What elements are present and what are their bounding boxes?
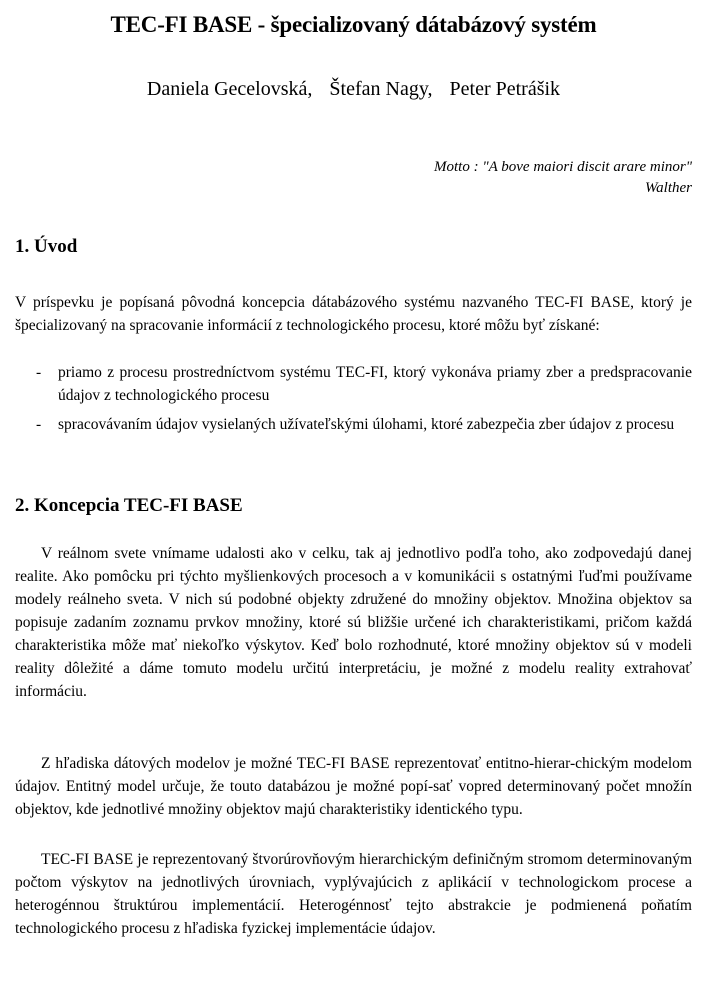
motto-attribution: Walther [645,180,692,196]
author-list [0,78,707,101]
author-3: Peter Petrášik [449,78,561,100]
body-paragraph: Z hľadiska dátových modelov je možné TEC-FI BASE reprezentovať entitno-hierar-chickým modelom údajov. Entitný model určuje, že touto databázou je možné popí-sať vopred determinovaný počet množín objektov, kde jednotlivé množiny objektov majú charakteristiky identického typu. [15,755,692,818]
list-item-text: spracovávaním údajov vysielaných užívateľskými úlohami, ktoré zabezpečia zber údajov z procesu [58,416,675,433]
body-paragraph: V reálnom svete vnímame udalosti ako v celku, tak aj jednotlivo podľa toho, ako zodpovedajú danej realite. Ako pomôcku pri týchto myšlienkových procesoch a v komunikácii s ostatnými ľuďmi používame modely reálneho sveta. V nich sú podobné objekty združené do množiny objektov. Množina objektov sa popisuje zadaním zoznamu prvkov množiny, ktoré sú bližšie určené ich charakteristikami, pričom každá charakteristika môže mať niekoľko výskytov. Keď bolo rozhodnuté, ktoré množiny objektov sú v modeli reality dôležité a dáme tomuto modelu určitú interpretáciu, je možné z modelu reality extrahovať informáciu. [15,545,692,700]
bullet-dash: - [36,416,42,433]
motto [434,157,692,199]
body-paragraph: TEC-FI BASE je reprezentovaný štvorúrovňovým hierarchickým definičným stromom determinovaným počtom výskytov na jednotlivých úrovniach, vyplývajúcich z aplikácií v technologickom procese a heterogénnou štruktúrou implementácií. Heterogénnosť tejto abstrakcie je podmienená poňatím technologického procesu z hľadiska fyzickej implementácie údajov. [15,851,692,937]
intro-paragraph: V príspevku je popísaná pôvodná koncepcia dátabázového systému nazvaného TEC-FI BASE, ktorý je špecializovaný na spracovanie informácií z technologického procesu, ktoré môžu byť získané: [15,294,692,334]
section-2-heading: 2. Koncepcia TEC-FI BASE [15,495,243,516]
section-1-heading: 1. Úvod [15,236,78,257]
author-1: Daniela Gecelovská, [146,78,313,100]
source-list [36,361,692,442]
author-2: Štefan Nagy, [329,78,433,100]
list-item [36,361,692,407]
list-item [36,413,692,436]
paper-title: TEC-FI BASE - špecializovaný dátabázový systém [110,12,597,37]
list-item-text: priamo z procesu prostredníctvom systému TEC-FI, ktorý vykonáva priamy zber a predspracovanie údajov z technologického procesu [58,364,692,404]
bullet-dash: - [36,364,42,381]
motto-quote: Motto : "A bove maiori discit arare minor" [434,159,692,175]
